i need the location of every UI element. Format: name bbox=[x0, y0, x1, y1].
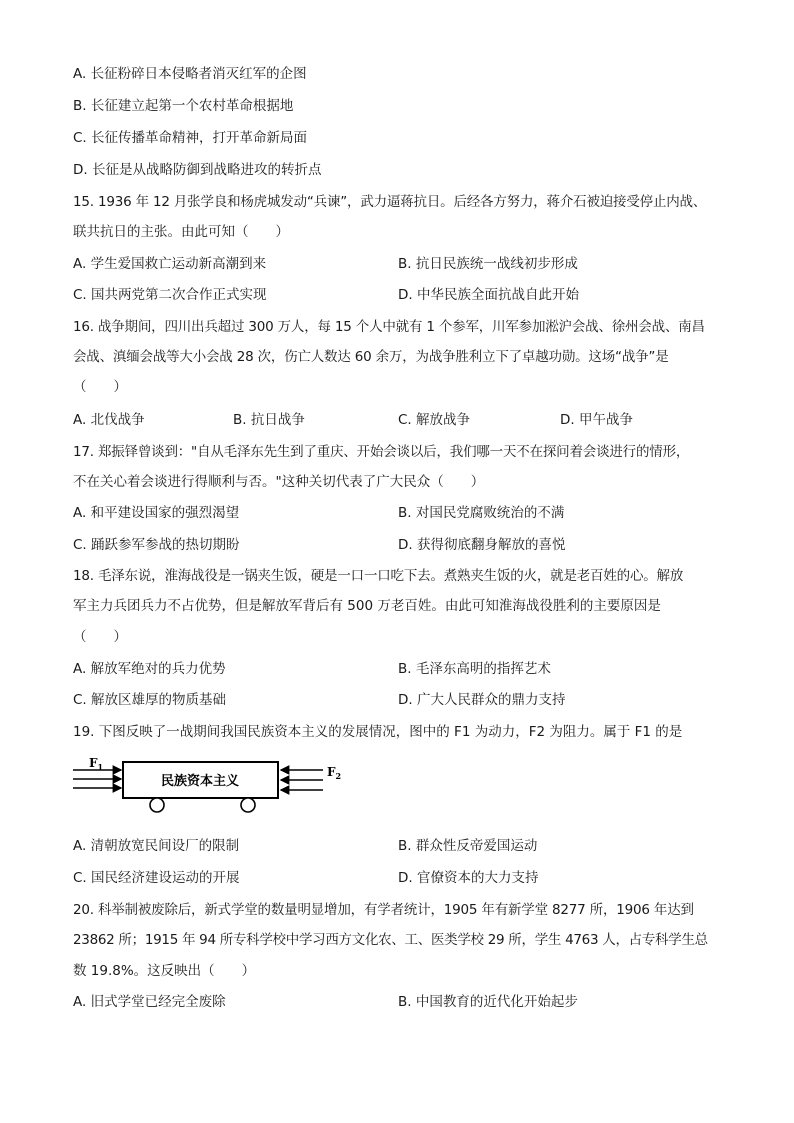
q17-stem-line-2: 不在关心着会谈进行得顺利与否。"这种关切代表了广大民众（ ） bbox=[73, 474, 485, 490]
q18-stem-line-3: （ ） bbox=[73, 629, 127, 645]
q18-options-row-1 bbox=[73, 659, 733, 679]
q16-stem-line-1: 16. 战争期间，四川出兵超过 300 万人，每 15 个人中就有 1 个参军，川军参加淞沪会战、徐州会战、南昌 bbox=[73, 319, 705, 335]
f1-label: $F_1$ bbox=[89, 756, 104, 772]
q17-options-row-1 bbox=[73, 503, 733, 523]
q20-options-row-1 bbox=[73, 992, 733, 1012]
q15-option-d: D. 中华民族全面抗战自此开始 bbox=[398, 287, 579, 303]
q18-option-d: D. 广大人民群众的鼎力支持 bbox=[398, 692, 566, 708]
q17-option-d: D. 获得彻底翻身解放的喜悦 bbox=[398, 537, 566, 553]
q19-option-a: A. 清朝放宽民间设厂的限制 bbox=[73, 838, 240, 854]
q18-options-row-2 bbox=[73, 690, 733, 710]
q19-option-b: B. 群众性反帝爱国运动 bbox=[398, 838, 538, 854]
q19-options-row-1 bbox=[73, 836, 733, 856]
q17-options-row-2 bbox=[73, 535, 733, 555]
q16-stem-line-2: 会战、滇缅会战等大小会战 28 次，伤亡人数达 60 余万，为战争胜利立下了卓越功勋。这场“战争”是 bbox=[73, 349, 669, 365]
q16-option-c: C. 解放战争 bbox=[398, 412, 471, 428]
q15-option-a: A. 学生爱国救亡运动新高潮到来 bbox=[73, 256, 267, 272]
q16-options-row bbox=[73, 410, 733, 430]
q18-stem-line-1: 18. 毛泽东说，淮海战役是一锅夹生饭，硬是一口一口吃下去。煮熟夹生饭的火，就是老百姓的心。解放 bbox=[73, 568, 684, 584]
q14-option-b: B. 长征建立起第一个农村革命根据地 bbox=[73, 98, 294, 114]
q15-option-b: B. 抗日民族统一战线初步形成 bbox=[398, 256, 578, 272]
q17-option-a: A. 和平建设国家的强烈渴望 bbox=[73, 505, 240, 521]
q20-stem-line-3: 数 19.8%。这反映出（ ） bbox=[73, 963, 256, 979]
q18-option-b: B. 毛泽东高明的指挥艺术 bbox=[398, 661, 551, 677]
q14-option-d: D. 长征是从战略防御到战略进攻的转折点 bbox=[73, 162, 322, 178]
q19-stem-line-1: 19. 下图反映了一战期间我国民族资本主义的发展情况，图中的 F1 为动力，F2 为阻力。属于 F1 的是 bbox=[73, 724, 683, 740]
q15-options-row-2 bbox=[73, 285, 733, 305]
q16-option-b: B. 抗日战争 bbox=[233, 412, 305, 428]
q15-stem-line-2: 联共抗日的主张。由此可知（ ） bbox=[73, 224, 289, 240]
force-diagram-svg bbox=[73, 756, 373, 838]
force-diagram bbox=[73, 756, 373, 838]
q18-stem-line-2: 军主力兵团兵力不占优势，但是解放军背后有 500 万老百姓。由此可知淮海战役胜利的主要原因是 bbox=[73, 598, 661, 614]
box-label: 民族资本主义 bbox=[160, 774, 240, 789]
q20-stem-line-2: 23862 所；1915 年 94 所专科学校中学习西方文化农、工、医类学校 29 所，学生 4763 人，占专科学生总 bbox=[73, 932, 708, 948]
q20-option-b: B. 中国教育的近代化开始起步 bbox=[398, 994, 578, 1010]
q15-options-row-1 bbox=[73, 254, 733, 274]
q19-options-row-2 bbox=[73, 868, 733, 888]
q15-option-c: C. 国共两党第二次合作正式实现 bbox=[73, 287, 267, 303]
q14-option-c: C. 长征传播革命精神，打开革命新局面 bbox=[73, 130, 308, 146]
q17-option-b: B. 对国民党腐败统治的不满 bbox=[398, 505, 565, 521]
q15-stem-line-1: 15. 1936 年 12 月张学良和杨虎城发动“兵谏”，武力逼蒋抗日。后经各方努力，蒋介石被迫接受停止内战、 bbox=[73, 194, 707, 210]
q18-option-c: C. 解放区雄厚的物质基础 bbox=[73, 692, 227, 708]
q20-option-a: A. 旧式学堂已经完全废除 bbox=[73, 994, 226, 1010]
f2-arrows bbox=[281, 770, 323, 790]
left-wheel bbox=[150, 798, 164, 812]
q14-option-a: A. 长征粉碎日本侵略者消灭红军的企图 bbox=[73, 66, 307, 82]
q19-option-c: C. 国民经济建设运动的开展 bbox=[73, 870, 240, 886]
q20-stem-line-1: 20. 科举制被废除后，新式学堂的数量明显增加，有学者统计，1905 年有新学堂 8277 所，1906 年达到 bbox=[73, 902, 694, 918]
q17-stem-line-1: 17. 郑振铎曾谈到："自从毛泽东先生到了重庆、开始会谈以后，我们哪一天不在探问着会谈进行的情形， bbox=[73, 444, 690, 460]
q16-option-d: D. 甲午战争 bbox=[560, 412, 633, 428]
q16-option-a: A. 北伐战争 bbox=[73, 412, 145, 428]
q18-option-a: A. 解放军绝对的兵力优势 bbox=[73, 661, 226, 677]
q16-stem-line-3: （ ） bbox=[73, 379, 127, 395]
right-wheel bbox=[241, 798, 255, 812]
q17-option-c: C. 踊跃参军参战的热切期盼 bbox=[73, 537, 240, 553]
f1-arrows bbox=[73, 770, 121, 788]
f2-label: $F_2$ bbox=[327, 765, 342, 781]
q19-option-d: D. 官僚资本的大力支持 bbox=[398, 870, 539, 886]
